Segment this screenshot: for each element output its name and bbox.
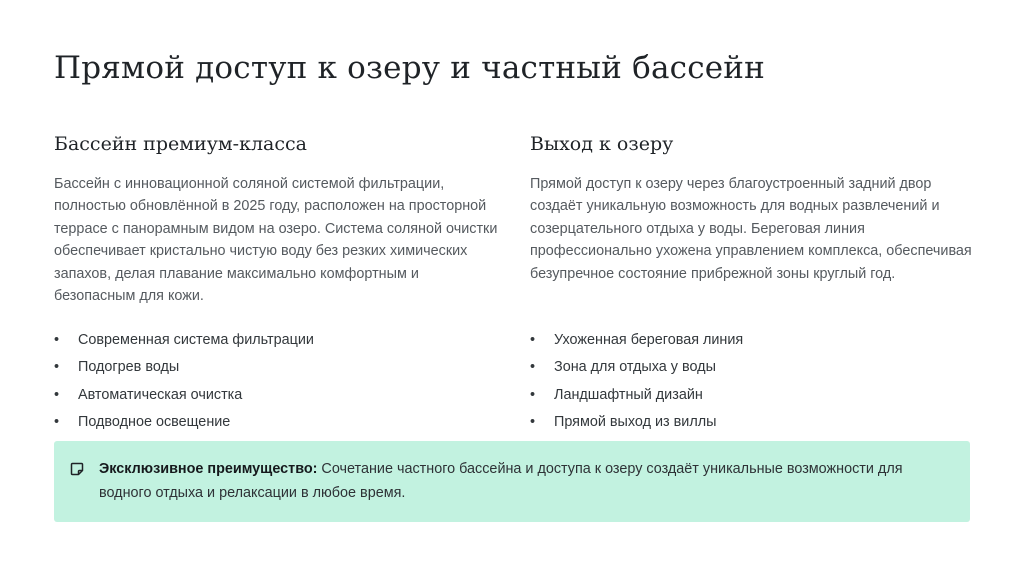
page-title: Прямой доступ к озеру и частный бассейн [54,50,766,86]
lake-section [530,130,975,436]
lake-features-list [530,327,975,436]
list-item: • Зона для отдыха у воды [530,354,975,381]
pool-description: Бассейн с инновационной соляной системой фильтрации, полностью обновлённой в 2025 году, расположен на просторной террасе с панорамным видом на озеро. Система соляной очистки обеспечивает кристально чистую воду без резких химических запахов, делая плавание максимально комфортным и безопасным для кожи. [54,176,498,305]
exclusive-advantage-callout [54,441,970,522]
list-item: • Подводное освещение [54,409,499,436]
pool-features-list [54,327,499,436]
list-item: • Ухоженная береговая линия [530,327,975,354]
note-icon [70,462,84,476]
list-item: • Автоматическая очистка [54,382,499,409]
callout-body: Сочетание частного бассейна и доступа к озеру создаёт уникальные возможности для водного отдыха и релаксации в любое время. [99,461,903,501]
list-item: • Ландшафтный дизайн [530,382,975,409]
pool-heading: Бассейн премиум-класса [54,133,307,155]
list-item: • Современная система фильтрации [54,327,499,354]
pool-section [54,130,499,436]
list-item: • Подогрев воды [54,354,499,381]
callout-label: Эксклюзивное преимущество: [99,461,318,477]
lake-heading: Выход к озеру [530,133,674,155]
lake-description: Прямой доступ к озеру через благоустроенный задний двор создаёт уникальную возможность для водных развлечений и созерцательного отдыха у воды. Береговая линия профессионально ухожена управлением комплекса, обеспечивая безупречное состояние прибрежной зоны круглый год. [530,176,972,282]
list-item: • Прямой выход из виллы [530,409,975,436]
callout-text [99,458,949,505]
